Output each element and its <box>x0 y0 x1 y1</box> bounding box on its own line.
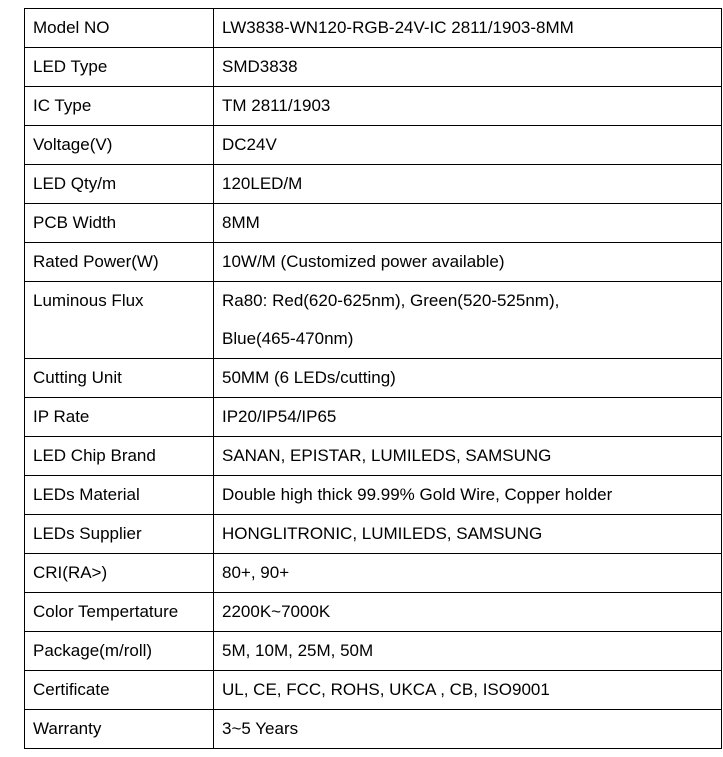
spec-value: 8MM <box>214 204 722 243</box>
spec-label: PCB Width <box>25 204 214 243</box>
table-row <box>25 437 722 476</box>
spec-value <box>214 282 722 359</box>
table-row <box>25 554 722 593</box>
spec-value: IP20/IP54/IP65 <box>214 398 722 437</box>
spec-value: 5M, 10M, 25M, 50M <box>214 632 722 671</box>
table-row <box>25 398 722 437</box>
table-row <box>25 282 722 359</box>
table-row <box>25 87 722 126</box>
spec-label: CRI(RA>) <box>25 554 214 593</box>
spec-label: Luminous Flux <box>25 282 214 359</box>
spec-table <box>24 8 722 749</box>
table-row <box>25 204 722 243</box>
table-row <box>25 165 722 204</box>
spec-value: Double high thick 99.99% Gold Wire, Copper holder <box>214 476 722 515</box>
spec-label: LEDs Material <box>25 476 214 515</box>
spec-value: DC24V <box>214 126 722 165</box>
table-row <box>25 593 722 632</box>
spec-value: 50MM (6 LEDs/cutting) <box>214 359 722 398</box>
spec-value: TM 2811/1903 <box>214 87 722 126</box>
spec-label: IP Rate <box>25 398 214 437</box>
spec-value: HONGLITRONIC, LUMILEDS, SAMSUNG <box>214 515 722 554</box>
table-row <box>25 126 722 165</box>
table-row <box>25 359 722 398</box>
spec-value: 10W/M (Customized power available) <box>214 243 722 282</box>
spec-label: LED Qty/m <box>25 165 214 204</box>
spec-label: Rated Power(W) <box>25 243 214 282</box>
spec-value-line: Blue(465-470nm) <box>222 329 354 348</box>
spec-label: Warranty <box>25 710 214 749</box>
table-row <box>25 632 722 671</box>
spec-label: Model NO <box>25 9 214 48</box>
spec-label: LED Type <box>25 48 214 87</box>
spec-label: Color Tempertature <box>25 593 214 632</box>
table-row <box>25 9 722 48</box>
spec-label: LED Chip Brand <box>25 437 214 476</box>
table-row <box>25 671 722 710</box>
spec-value-line: Ra80: Red(620-625nm), Green(520-525nm), <box>222 291 560 310</box>
spec-label: Voltage(V) <box>25 126 214 165</box>
spec-label: LEDs Supplier <box>25 515 214 554</box>
table-row <box>25 243 722 282</box>
spec-value: UL, CE, FCC, ROHS, UKCA , CB, ISO9001 <box>214 671 722 710</box>
table-row <box>25 476 722 515</box>
table-row <box>25 48 722 87</box>
spec-value: LW3838-WN120-RGB-24V-IC 2811/1903-8MM <box>214 9 722 48</box>
spec-label: Package(m/roll) <box>25 632 214 671</box>
spec-value: SMD3838 <box>214 48 722 87</box>
spec-value: 120LED/M <box>214 165 722 204</box>
spec-label: IC Type <box>25 87 214 126</box>
spec-value: 80+, 90+ <box>214 554 722 593</box>
table-row <box>25 710 722 749</box>
spec-value: 3~5 Years <box>214 710 722 749</box>
spec-label: Certificate <box>25 671 214 710</box>
spec-label: Cutting Unit <box>25 359 214 398</box>
spec-value: SANAN, EPISTAR, LUMILEDS, SAMSUNG <box>214 437 722 476</box>
spec-value: 2200K~7000K <box>214 593 722 632</box>
table-row <box>25 515 722 554</box>
